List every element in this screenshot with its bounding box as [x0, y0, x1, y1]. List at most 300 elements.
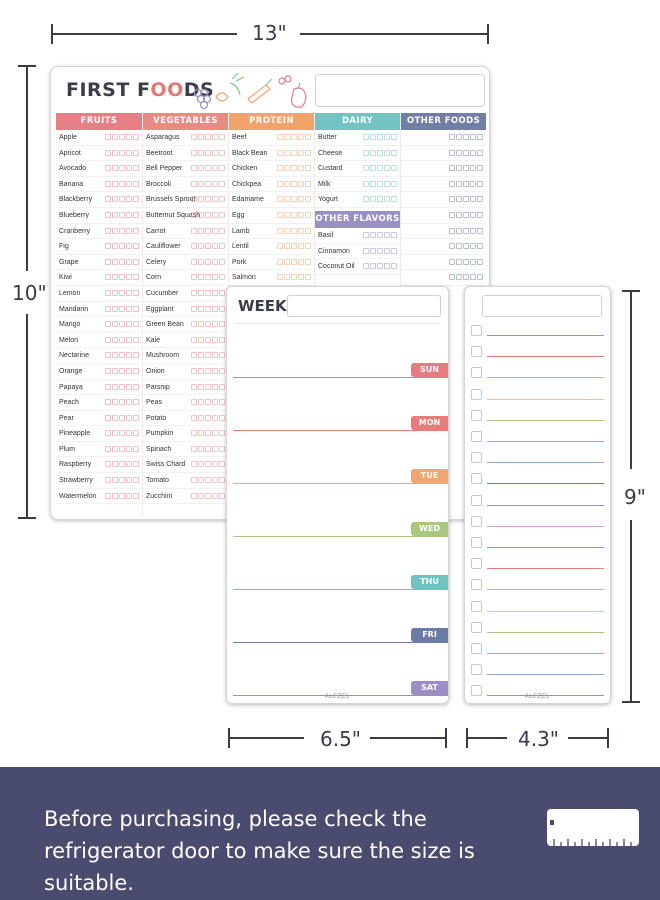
food-check-box[interactable] [284, 196, 290, 202]
food-tracking-boxes[interactable] [105, 212, 139, 219]
food-check-box[interactable] [205, 228, 211, 234]
food-check-box[interactable] [298, 196, 304, 202]
food-check-box[interactable] [284, 212, 290, 218]
food-check-box[interactable] [112, 461, 118, 467]
food-tracking-boxes[interactable] [449, 243, 483, 250]
food-tracking-boxes[interactable] [191, 352, 225, 359]
food-row[interactable] [56, 224, 142, 240]
food-check-box[interactable] [205, 493, 211, 499]
food-check-box[interactable] [105, 228, 111, 234]
food-tracking-boxes[interactable] [449, 212, 483, 219]
food-check-box[interactable] [277, 196, 283, 202]
food-check-box[interactable] [305, 274, 311, 280]
food-check-box[interactable] [456, 243, 462, 249]
food-tracking-boxes[interactable] [363, 150, 397, 157]
food-tracking-boxes[interactable] [191, 321, 225, 328]
food-check-box[interactable] [456, 228, 462, 234]
food-tracking-boxes[interactable] [277, 165, 311, 172]
food-check-box[interactable] [456, 212, 462, 218]
food-row[interactable] [56, 177, 142, 193]
food-check-box[interactable] [191, 493, 197, 499]
food-check-box[interactable] [212, 493, 218, 499]
food-check-box[interactable] [384, 165, 390, 171]
food-check-box[interactable] [133, 290, 139, 296]
food-row[interactable] [143, 255, 228, 271]
food-check-box[interactable] [126, 274, 132, 280]
food-check-box[interactable] [126, 290, 132, 296]
food-row[interactable] [401, 270, 486, 286]
food-check-box[interactable] [105, 165, 111, 171]
food-row[interactable] [143, 192, 228, 208]
food-check-box[interactable] [112, 399, 118, 405]
food-check-box[interactable] [456, 150, 462, 156]
food-check-box[interactable] [456, 196, 462, 202]
food-row[interactable] [143, 224, 228, 240]
food-check-box[interactable] [191, 290, 197, 296]
food-row[interactable] [143, 473, 228, 489]
food-check-box[interactable] [119, 290, 125, 296]
food-check-box[interactable] [305, 181, 311, 187]
food-check-box[interactable] [212, 306, 218, 312]
food-tracking-boxes[interactable] [191, 274, 225, 281]
food-tracking-boxes[interactable] [191, 368, 225, 375]
food-tracking-boxes[interactable] [105, 384, 139, 391]
food-check-box[interactable] [205, 274, 211, 280]
checklist-item[interactable] [471, 558, 604, 570]
food-check-box[interactable] [291, 134, 297, 140]
food-check-box[interactable] [384, 181, 390, 187]
food-check-box[interactable] [198, 493, 204, 499]
food-tracking-boxes[interactable] [191, 212, 225, 219]
food-row[interactable] [56, 457, 142, 473]
food-check-box[interactable] [298, 228, 304, 234]
food-check-box[interactable] [219, 477, 225, 483]
food-check-box[interactable] [105, 181, 111, 187]
food-check-box[interactable] [105, 134, 111, 140]
food-check-box[interactable] [191, 165, 197, 171]
food-check-box[interactable] [219, 134, 225, 140]
food-check-box[interactable] [126, 259, 132, 265]
food-check-box[interactable] [470, 196, 476, 202]
checklist-checkbox[interactable] [471, 558, 482, 569]
food-check-box[interactable] [449, 243, 455, 249]
food-row[interactable] [401, 177, 486, 193]
food-tracking-boxes[interactable] [105, 368, 139, 375]
food-check-box[interactable] [219, 181, 225, 187]
food-tracking-boxes[interactable] [449, 196, 483, 203]
food-tracking-boxes[interactable] [191, 384, 225, 391]
food-check-box[interactable] [133, 399, 139, 405]
food-check-box[interactable] [191, 337, 197, 343]
checklist-checkbox[interactable] [471, 452, 482, 463]
food-row[interactable] [143, 161, 228, 177]
food-check-box[interactable] [219, 493, 225, 499]
food-row[interactable] [315, 161, 400, 177]
food-tracking-boxes[interactable] [277, 274, 311, 281]
food-check-box[interactable] [291, 165, 297, 171]
checklist-item[interactable] [471, 516, 604, 528]
food-tracking-boxes[interactable] [449, 181, 483, 188]
food-row[interactable] [229, 192, 314, 208]
food-tracking-boxes[interactable] [105, 352, 139, 359]
food-check-box[interactable] [219, 274, 225, 280]
food-check-box[interactable] [105, 415, 111, 421]
food-row[interactable] [401, 239, 486, 255]
food-check-box[interactable] [198, 430, 204, 436]
food-check-box[interactable] [291, 243, 297, 249]
food-check-box[interactable] [298, 181, 304, 187]
food-tracking-boxes[interactable] [449, 165, 483, 172]
food-check-box[interactable] [191, 384, 197, 390]
food-check-box[interactable] [291, 181, 297, 187]
food-check-box[interactable] [119, 321, 125, 327]
food-check-box[interactable] [119, 165, 125, 171]
food-check-box[interactable] [298, 150, 304, 156]
food-check-box[interactable] [370, 196, 376, 202]
food-tracking-boxes[interactable] [105, 337, 139, 344]
food-row[interactable] [229, 177, 314, 193]
food-check-box[interactable] [463, 165, 469, 171]
food-check-box[interactable] [212, 259, 218, 265]
food-check-box[interactable] [112, 430, 118, 436]
food-check-box[interactable] [119, 259, 125, 265]
food-check-box[interactable] [126, 399, 132, 405]
food-check-box[interactable] [470, 259, 476, 265]
food-row[interactable] [229, 270, 314, 286]
food-check-box[interactable] [191, 150, 197, 156]
food-tracking-boxes[interactable] [191, 461, 225, 468]
checklist-checkbox[interactable] [471, 516, 482, 527]
food-check-box[interactable] [198, 306, 204, 312]
food-check-box[interactable] [112, 165, 118, 171]
food-check-box[interactable] [105, 290, 111, 296]
food-row[interactable] [56, 161, 142, 177]
food-check-box[interactable] [391, 150, 397, 156]
food-check-box[interactable] [449, 196, 455, 202]
food-tracking-boxes[interactable] [191, 243, 225, 250]
food-check-box[interactable] [212, 243, 218, 249]
list-title-field[interactable] [482, 295, 602, 317]
food-check-box[interactable] [198, 446, 204, 452]
food-check-box[interactable] [198, 212, 204, 218]
food-row[interactable] [401, 208, 486, 224]
food-check-box[interactable] [112, 212, 118, 218]
food-check-box[interactable] [219, 165, 225, 171]
checklist-item[interactable] [471, 410, 604, 422]
food-check-box[interactable] [219, 461, 225, 467]
food-check-box[interactable] [198, 134, 204, 140]
food-check-box[interactable] [119, 212, 125, 218]
food-tracking-boxes[interactable] [105, 274, 139, 281]
food-check-box[interactable] [126, 461, 132, 467]
food-check-box[interactable] [126, 477, 132, 483]
food-check-box[interactable] [126, 337, 132, 343]
checklist-checkbox[interactable] [471, 367, 482, 378]
food-check-box[interactable] [105, 384, 111, 390]
food-tracking-boxes[interactable] [277, 150, 311, 157]
food-check-box[interactable] [198, 461, 204, 467]
food-check-box[interactable] [363, 165, 369, 171]
food-check-box[interactable] [133, 384, 139, 390]
food-check-box[interactable] [449, 259, 455, 265]
food-tracking-boxes[interactable] [191, 259, 225, 266]
food-check-box[interactable] [119, 493, 125, 499]
food-check-box[interactable] [212, 446, 218, 452]
food-check-box[interactable] [112, 415, 118, 421]
food-check-box[interactable] [477, 228, 483, 234]
food-row[interactable] [229, 161, 314, 177]
food-check-box[interactable] [205, 259, 211, 265]
food-check-box[interactable] [198, 259, 204, 265]
food-check-box[interactable] [126, 446, 132, 452]
food-check-box[interactable] [291, 212, 297, 218]
food-check-box[interactable] [219, 399, 225, 405]
food-row[interactable] [401, 255, 486, 271]
food-check-box[interactable] [449, 274, 455, 280]
food-check-box[interactable] [119, 337, 125, 343]
food-check-box[interactable] [198, 415, 204, 421]
food-check-box[interactable] [205, 290, 211, 296]
food-tracking-boxes[interactable] [191, 399, 225, 406]
food-row[interactable] [315, 177, 400, 193]
food-check-box[interactable] [198, 165, 204, 171]
food-check-box[interactable] [191, 368, 197, 374]
food-check-box[interactable] [112, 228, 118, 234]
food-check-box[interactable] [133, 321, 139, 327]
food-row[interactable] [143, 395, 228, 411]
food-tracking-boxes[interactable] [191, 477, 225, 484]
food-check-box[interactable] [198, 352, 204, 358]
checklist-checkbox[interactable] [471, 389, 482, 400]
food-check-box[interactable] [298, 165, 304, 171]
food-tracking-boxes[interactable] [277, 212, 311, 219]
food-row[interactable] [401, 224, 486, 240]
food-tracking-boxes[interactable] [191, 165, 225, 172]
checklist-checkbox[interactable] [471, 643, 482, 654]
food-check-box[interactable] [198, 274, 204, 280]
food-row[interactable] [143, 146, 228, 162]
food-check-box[interactable] [377, 248, 383, 254]
food-check-box[interactable] [198, 384, 204, 390]
food-check-box[interactable] [298, 134, 304, 140]
food-check-box[interactable] [219, 150, 225, 156]
food-check-box[interactable] [305, 259, 311, 265]
food-check-box[interactable] [126, 352, 132, 358]
food-check-box[interactable] [198, 399, 204, 405]
food-check-box[interactable] [112, 259, 118, 265]
food-check-box[interactable] [133, 150, 139, 156]
food-check-box[interactable] [126, 243, 132, 249]
food-check-box[interactable] [477, 165, 483, 171]
food-check-box[interactable] [133, 477, 139, 483]
food-check-box[interactable] [205, 196, 211, 202]
food-check-box[interactable] [205, 477, 211, 483]
food-tracking-boxes[interactable] [363, 248, 397, 255]
food-check-box[interactable] [363, 150, 369, 156]
food-check-box[interactable] [470, 243, 476, 249]
food-row[interactable] [56, 192, 142, 208]
food-check-box[interactable] [291, 274, 297, 280]
food-check-box[interactable] [198, 181, 204, 187]
food-check-box[interactable] [112, 196, 118, 202]
food-check-box[interactable] [126, 415, 132, 421]
checklist-item[interactable] [471, 664, 604, 676]
food-tracking-boxes[interactable] [191, 337, 225, 344]
food-check-box[interactable] [456, 165, 462, 171]
food-tracking-boxes[interactable] [191, 150, 225, 157]
food-check-box[interactable] [133, 228, 139, 234]
food-check-box[interactable] [305, 150, 311, 156]
food-check-box[interactable] [126, 181, 132, 187]
food-tracking-boxes[interactable] [363, 263, 397, 270]
food-check-box[interactable] [463, 196, 469, 202]
food-check-box[interactable] [133, 212, 139, 218]
food-check-box[interactable] [391, 165, 397, 171]
food-check-box[interactable] [119, 243, 125, 249]
food-check-box[interactable] [112, 493, 118, 499]
food-check-box[interactable] [370, 134, 376, 140]
food-check-box[interactable] [119, 415, 125, 421]
food-check-box[interactable] [133, 165, 139, 171]
food-check-box[interactable] [291, 196, 297, 202]
food-check-box[interactable] [119, 399, 125, 405]
food-tracking-boxes[interactable] [105, 290, 139, 297]
food-check-box[interactable] [384, 263, 390, 269]
food-tracking-boxes[interactable] [105, 243, 139, 250]
food-check-box[interactable] [212, 368, 218, 374]
food-check-box[interactable] [370, 165, 376, 171]
food-check-box[interactable] [191, 181, 197, 187]
food-tracking-boxes[interactable] [449, 259, 483, 266]
food-check-box[interactable] [205, 306, 211, 312]
food-check-box[interactable] [126, 196, 132, 202]
food-tracking-boxes[interactable] [363, 181, 397, 188]
food-check-box[interactable] [191, 306, 197, 312]
food-check-box[interactable] [363, 263, 369, 269]
food-check-box[interactable] [191, 352, 197, 358]
food-check-box[interactable] [119, 430, 125, 436]
food-check-box[interactable] [133, 415, 139, 421]
food-check-box[interactable] [112, 321, 118, 327]
food-row[interactable] [56, 286, 142, 302]
food-check-box[interactable] [119, 461, 125, 467]
food-check-box[interactable] [391, 134, 397, 140]
food-row[interactable] [56, 473, 142, 489]
food-check-box[interactable] [219, 352, 225, 358]
food-check-box[interactable] [126, 212, 132, 218]
food-check-box[interactable] [119, 446, 125, 452]
food-check-box[interactable] [198, 150, 204, 156]
checklist-checkbox[interactable] [471, 325, 482, 336]
food-check-box[interactable] [277, 165, 283, 171]
food-check-box[interactable] [391, 263, 397, 269]
food-check-box[interactable] [126, 306, 132, 312]
checklist-checkbox[interactable] [471, 410, 482, 421]
food-check-box[interactable] [205, 212, 211, 218]
food-check-box[interactable] [370, 248, 376, 254]
food-check-box[interactable] [191, 461, 197, 467]
food-check-box[interactable] [205, 181, 211, 187]
food-tracking-boxes[interactable] [277, 181, 311, 188]
food-check-box[interactable] [191, 212, 197, 218]
food-check-box[interactable] [105, 430, 111, 436]
food-row[interactable] [401, 146, 486, 162]
food-row[interactable] [143, 130, 228, 146]
food-check-box[interactable] [277, 134, 283, 140]
food-row[interactable] [143, 380, 228, 396]
food-check-box[interactable] [212, 165, 218, 171]
food-check-box[interactable] [126, 384, 132, 390]
checklist-item[interactable] [471, 537, 604, 549]
checklist-item[interactable] [471, 431, 604, 443]
food-row[interactable] [143, 489, 228, 505]
food-check-box[interactable] [449, 228, 455, 234]
food-row[interactable] [143, 364, 228, 380]
food-check-box[interactable] [298, 274, 304, 280]
food-check-box[interactable] [112, 477, 118, 483]
food-check-box[interactable] [191, 446, 197, 452]
food-check-box[interactable] [191, 196, 197, 202]
food-tracking-boxes[interactable] [191, 196, 225, 203]
food-check-box[interactable] [391, 248, 397, 254]
food-check-box[interactable] [377, 196, 383, 202]
food-check-box[interactable] [277, 243, 283, 249]
food-check-box[interactable] [119, 181, 125, 187]
food-row[interactable] [143, 348, 228, 364]
food-check-box[interactable] [105, 243, 111, 249]
food-check-box[interactable] [191, 430, 197, 436]
food-check-box[interactable] [284, 274, 290, 280]
food-check-box[interactable] [305, 228, 311, 234]
food-check-box[interactable] [105, 352, 111, 358]
food-check-box[interactable] [291, 150, 297, 156]
food-check-box[interactable] [112, 290, 118, 296]
food-check-box[interactable] [456, 134, 462, 140]
food-check-box[interactable] [212, 384, 218, 390]
checklist-checkbox[interactable] [471, 495, 482, 506]
food-check-box[interactable] [277, 181, 283, 187]
food-check-box[interactable] [119, 134, 125, 140]
food-check-box[interactable] [119, 368, 125, 374]
food-check-box[interactable] [119, 306, 125, 312]
food-row[interactable] [229, 208, 314, 224]
food-check-box[interactable] [377, 232, 383, 238]
food-check-box[interactable] [370, 232, 376, 238]
food-check-box[interactable] [212, 150, 218, 156]
food-check-box[interactable] [119, 150, 125, 156]
checklist-checkbox[interactable] [471, 601, 482, 612]
food-check-box[interactable] [377, 181, 383, 187]
food-tracking-boxes[interactable] [105, 446, 139, 453]
food-check-box[interactable] [391, 181, 397, 187]
food-check-box[interactable] [191, 259, 197, 265]
food-tracking-boxes[interactable] [277, 259, 311, 266]
food-check-box[interactable] [305, 196, 311, 202]
food-tracking-boxes[interactable] [105, 228, 139, 235]
food-check-box[interactable] [112, 337, 118, 343]
food-check-box[interactable] [212, 290, 218, 296]
food-check-box[interactable] [105, 274, 111, 280]
food-row[interactable] [143, 270, 228, 286]
food-check-box[interactable] [284, 181, 290, 187]
food-check-box[interactable] [284, 134, 290, 140]
food-check-box[interactable] [112, 306, 118, 312]
food-check-box[interactable] [284, 228, 290, 234]
food-row[interactable] [56, 489, 142, 505]
food-check-box[interactable] [470, 181, 476, 187]
food-check-box[interactable] [119, 384, 125, 390]
food-check-box[interactable] [212, 352, 218, 358]
